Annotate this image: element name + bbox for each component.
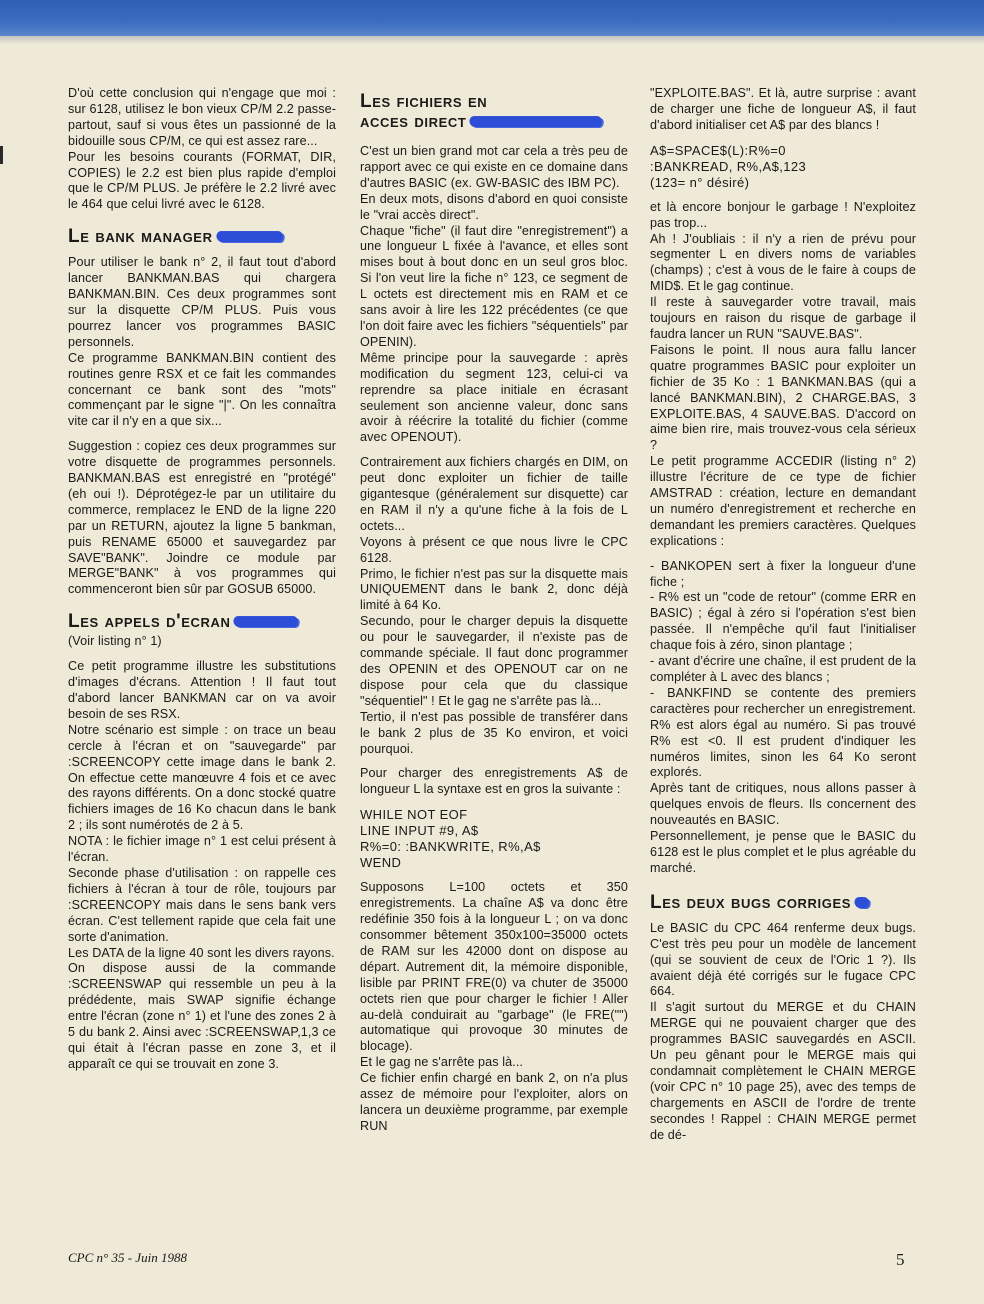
paragraph: Même principe pour la sauvegarde : après modification du segment 123, celui-ci va reprendre sa place initiale en écrasant seulement son ancienne valeur, donc sans avoir à réécrire la totalité du fichier (comme avec OPENOUT). — [360, 350, 628, 445]
blue-scribble-icon — [233, 617, 299, 627]
paragraph: Supposons L=100 octets et 350 enregistrements. La chaîne A$ va donc être redéfinie 350 fois à la longueur L ; on va donc consommer bêtement 350x100=35000 octets de RAM sur les 42000 dont on dispose au départ. Autrement dit, la mémoire disponible, lisible par PRINT FRE(0) va chuter de 35000 octets rien que pour charger le fichier ! Aller au-delà conduirait au "garbage" (le FRE("") automatique qui provoque 30 minutes de blocage). — [360, 880, 628, 1054]
paragraph: Le BASIC du CPC 464 renferme deux bugs. C'est très peu pour un modèle de lancement (qui se souvient de ceux de l'Oric 1 ?). Ils avaient déjà été corrigés sur le fugace CPC 664. — [650, 920, 916, 999]
column-right — [650, 86, 916, 1143]
paragraph: Voyons à présent ce que nous livre le CPC 6128. — [360, 534, 628, 565]
paragraph: Tertio, il n'est pas possible de transférer dans le bank 2 plus de 35 Ko environ, et voici pourquoi. — [360, 709, 628, 756]
paragraph: Pour les besoins courants (FORMAT, DIR, COPIES) le 2.2 est bien plus rapide d'emploi que le CP/M PLUS. Je préfère le 2.2 livré avec le 464 que celui livré avec le 6128. — [68, 149, 336, 212]
list-item: - R% est un "code de retour" (comme ERR en BASIC) ; égal à zéro si l'opération s'est bien passée. Il n'empêche qu'il faut l'initialiser chaque fois à zéro, sinon plantage ; — [650, 590, 916, 653]
page-number: 5 — [896, 1250, 905, 1269]
issue-footer: CPC n° 35 - Juin 1988 — [68, 1250, 187, 1265]
code-listing: A$=SPACE$(L):R%=0 :BANKREAD, R%,A$,123 (123= n° désiré) — [650, 142, 807, 190]
paragraph: Faisons le point. Il nous aura fallu lancer quatre programmes BASIC pour exploiter un fichier de 35 Ko : 1 BANKMAN.BAS (qui a lancé BANKMAN.BIN), 2 CHARGE.BAS, 3 EXPLOITE.BAS, 4 SAUVE.BAS. D'accord on aime bien rire, mais trouvez-vous cela sérieux ? — [650, 342, 916, 453]
paragraph: Pour utiliser le bank n° 2, il faut tout d'abord lancer BANKMAN.BAS qui chargera BANKMAN.BIN. Ces deux programmes sont sur la disquette CP/M PLUS. Puis vous pourrez lancer vos programmes BASIC personnels. — [68, 255, 336, 349]
paragraph: Ce petit programme illustre les substitutions d'images d'écrans. Attention ! Il faut tout d'abord lancer BANKMAN car on va avoir besoin de ses RSX. — [68, 659, 336, 721]
blue-scribble-icon — [469, 117, 603, 127]
paragraph: Les DATA de la ligne 40 sont les divers rayons. — [68, 945, 335, 960]
listing-reference: (Voir listing n° 1) — [68, 634, 162, 649]
paragraph: Secundo, pour le charger depuis la disquette ou pour le sauvegarder, il n'existe pas de commande spéciale. Il faut donc programmer des OPENIN et des OPENOUT car on ne dispose pour cela que du classique "séquentiel" ! Et le gag ne s'arrête pas là... — [360, 614, 628, 708]
section-heading-appels-ecran — [68, 612, 336, 632]
blue-scribble-icon — [854, 898, 870, 908]
column-middle — [360, 92, 628, 1135]
heading-text: Les fichiers en — [360, 91, 488, 112]
paragraph: C'est un bien grand mot car cela a très peu de rapport avec ce qui existe en ce domaine dans d'autres BASIC (ex. GW-BASIC des IBM PC). — [360, 144, 628, 190]
paragraph: "EXPLOITE.BAS". Et là, autre surprise : avant de charger une fiche de longueur A$, il faut d'abord initialiser cet A$ par des blancs ! — [650, 86, 916, 132]
paragraph: Seconde phase d'utilisation : on rappelle ces fichiers à l'écran à tour de rôle, toujours par :SCREENCOPY mais dans le sens bank vers écran. C'est tellement rapide que cela fait une sorte d'animation. — [68, 865, 336, 944]
paragraph: Ce programme BANKMAN.BIN contient des routines genre RSX et ce fait les commandes concernant ce bank sont des "mots" commençant par le signe "|". On les connaîtra vite car il n'y en a que six... — [68, 350, 336, 429]
section-heading-bugs — [650, 893, 916, 913]
section-heading-fichiers-line1 — [360, 92, 628, 112]
heading-text: acces direct — [360, 111, 467, 132]
paragraph: Après tant de critiques, nous allons passer à quelques envois de fleurs. Ils concernent des nouveautés en BASIC. — [650, 781, 916, 828]
heading-text: Les deux bugs corriges — [650, 891, 852, 913]
paragraph: Il s'agit surtout du MERGE et du CHAIN MERGE qui ne pouvaient charger que des programmes BASIC sauvegardés en ASCII. Un peu gênant pour le MERGE mais qui condamnait complètement le CHAIN MERGE (voir CPC n° 10 page 25), avec des temps de chargements en ASCII de l'ordre de trente secondes ! Rappel : CHAIN MERGE permet de dé- — [650, 1000, 916, 1142]
paragraph: Pour charger des enregistrements A$ de longueur L la syntaxe est en gros la suivante : — [360, 766, 628, 797]
paragraph: et là encore bonjour le garbage ! N'exploitez pas trop... — [650, 199, 916, 230]
list-item: - avant d'écrire une chaîne, il est prudent de la compléter à L avec des blancs ; — [650, 654, 916, 684]
list-item: - BANKOPEN sert à fixer la longueur d'une fiche ; — [650, 558, 916, 589]
heading-text: Les appels d'ecran — [68, 611, 231, 633]
section-heading-bank-manager — [68, 227, 336, 247]
paragraph: Ce fichier enfin chargé en bank 2, on n'a plus assez de mémoire pour l'exploiter, alors on lancera un deuxième programme, par exemple RUN — [360, 1071, 628, 1133]
heading-text: Le bank manager — [68, 226, 213, 248]
paragraph: Suggestion : copiez ces deux programmes sur votre disquette de programmes personnels. BANKMAN.BAS est enregistré en "protégé" (eh oui !). Déprotégez-le par un utilitaire du commerce, remplacez le END de la ligne 220 par un RETURN, ajoutez la ligne 5 bankman, puis RENAME 65000 et sauvegardez par SAVE"BANK". Joindre ce module par MERGE"BANK" à vos programmes qui commenceront bien sûr par GOSUB 65000. — [68, 439, 336, 597]
paragraph: Le petit programme ACCEDIR (listing n° 2) illustre l'écriture de ce type de fichier AMSTRAD : création, lecture en demandant un numéro d'enregistrement et recherche en demandant les premiers caractères. Quelques explications : — [650, 454, 916, 548]
paragraph: Notre scénario est simple : on trace un beau cercle à l'écran et on "sauvegarde" par :SCREENCOPY cette image dans le bank 2. On effectue cette manœuvre 4 fois et ce avec des rayons différents. On a donc stocké quatre fichiers images de 16 Ko chacun dans le bank 2 ; ils sont numérotés de 2 à 5. — [68, 722, 336, 833]
paragraph: En deux mots, disons d'abord en quoi consiste le "vrai accès direct". — [360, 191, 628, 222]
paragraph: Il reste à sauvegarder votre travail, mais toujours en raison du risque de garbage il faudra lancer un RUN "SAUVE.BAS". — [650, 295, 916, 341]
top-band-shadow — [0, 36, 984, 44]
paragraph: Et le gag ne s'arrête pas là... — [360, 1055, 524, 1070]
column-left — [68, 86, 336, 1073]
paragraph: On dispose aussi de la commande :SCREENSWAP qui ressemble un peu à la prédédente, mais SWAP signifie échange entre l'écran (zone n° 1) et l'une des zones 2 à 5 du bank 2. Ainsi avec :SCREENSWAP,1,3 ce qui était à l'écran passe en zone 3, et il apparaît ce qui se trouvait en zone 3. — [68, 961, 336, 1071]
code-listing: WHILE NOT EOF LINE INPUT #9, A$ R%=0: :BANKWRITE, R%,A$ WEND — [360, 807, 541, 871]
paragraph: NOTA : le fichier image n° 1 est celui présent à l'écran. — [68, 834, 336, 865]
paragraph: Contrairement aux fichiers chargés en DIM, on peut donc exploiter un fichier de taille gigantesque (généralement sur disquette) car en RAM il n'y a qu'une fiche à la fois de L octets... — [360, 455, 628, 533]
section-heading-fichiers-line2 — [360, 112, 628, 132]
paragraph: Primo, le fichier n'est pas sur la disquette mais UNIQUEMENT dans le bank 2, donc déjà limité à 64 Ko. — [360, 566, 628, 613]
paragraph: Chaque "fiche" (il faut dire "enregistrement") a une longueur L fixée à l'avance, et elles sont mises bout à bout donc en un seul gros bloc. Si l'on veut lire la fiche n° 123, ce segment de L octets est directement mis en RAM et ce sans avoir à lire les 122 précédentes (ce que l'on doit faire avec les fichiers "séquentiels" par OPENIN). — [360, 223, 628, 349]
paragraph: D'où cette conclusion qui n'engage que moi : sur 6128, utilisez le bon vieux CP/M 2.2 passe-partout, sauf si vous êtes un passionné de la bidouille sous CP/M, ce qui est assez rare... — [68, 86, 336, 148]
top-color-band — [0, 0, 984, 36]
binding-mark — [0, 146, 3, 164]
paragraph: Ah ! J'oubliais : il n'y a rien de prévu pour segmenter L en divers noms de variables (champs) ; c'est à vous de le faire à coups de MID$. Et le gag continue. — [650, 231, 916, 294]
paragraph: Personnellement, je pense que le BASIC du 6128 est le plus complet et le plus agréable du marché. — [650, 829, 916, 875]
list-item: - BANKFIND se contente des premiers caractères pour rechercher un enregistrement. R% est alors égal au numéro. Si pas trouvé R% est <0. Il est prudent d'indiquer les numéros limites, sinon les 64 Ko seront explorés. — [650, 685, 916, 780]
blue-scribble-icon — [215, 232, 283, 242]
